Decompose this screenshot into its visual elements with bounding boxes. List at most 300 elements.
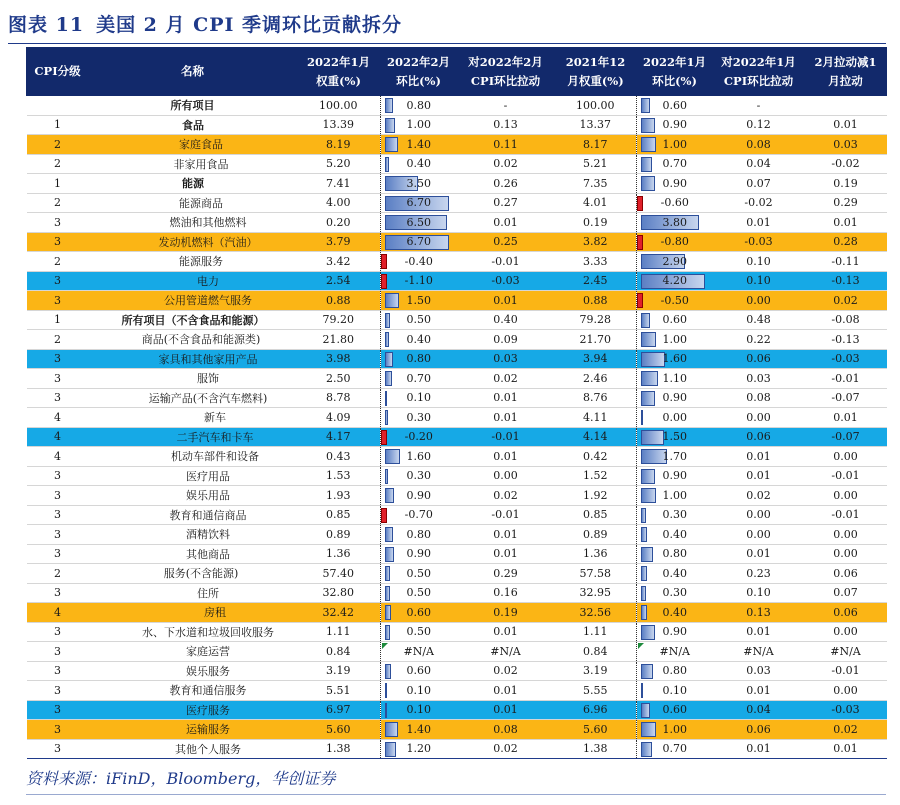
weight-jan-cell: 5.51 (297, 681, 381, 701)
table-row (27, 369, 887, 389)
error-indicator (382, 643, 388, 649)
positive-data-bar (641, 742, 652, 757)
positive-data-bar (385, 98, 393, 113)
figure-title-text: 美国 2 月 CPI 季调环比贡献拆分 (96, 14, 403, 36)
contribution-feb-cell: 0.01 (457, 213, 555, 233)
weight-dec-cell: 4.01 (555, 193, 637, 213)
table-row (27, 232, 887, 252)
mom-jan-cell (637, 349, 713, 369)
cell-value: 0.60 (662, 98, 687, 112)
contribution-diff-cell: -0.13 (805, 271, 887, 291)
contribution-jan-cell: 0.48 (713, 310, 805, 330)
weight-jan-cell: 8.78 (297, 388, 381, 408)
item-name-cell: 其他商品 (89, 544, 297, 564)
cpi-level-cell (27, 96, 89, 116)
table-row (27, 681, 887, 701)
contribution-feb-cell: 0.02 (457, 661, 555, 681)
table-row (27, 739, 887, 759)
cell-value: 0.80 (662, 664, 687, 678)
table-row (27, 720, 887, 740)
mom-jan-cell (637, 135, 713, 155)
cell-value: 0.90 (662, 176, 687, 190)
mom-jan-cell (637, 193, 713, 213)
contribution-feb-cell: 0.19 (457, 603, 555, 623)
cpi-level-cell: 3 (27, 349, 89, 369)
mom-feb-cell (381, 642, 457, 662)
contribution-feb-cell: 0.02 (457, 486, 555, 506)
weight-dec-cell: 1.36 (555, 544, 637, 564)
column-header: 对2022年2月 CPI环比拉动 (457, 48, 555, 96)
contribution-jan-cell: 0.02 (713, 486, 805, 506)
mom-jan-cell (637, 252, 713, 272)
item-name-cell: 所有项目 (89, 96, 297, 116)
table-row (27, 466, 887, 486)
mom-feb-cell (381, 544, 457, 564)
cell-value: 2.90 (662, 254, 687, 268)
contribution-feb-cell: - (457, 96, 555, 116)
item-name-cell: 服饰 (89, 369, 297, 389)
cpi-level-cell: 3 (27, 583, 89, 603)
cell-value: 4.20 (662, 274, 687, 288)
cell-value: #N/A (659, 644, 690, 658)
negative-data-bar (381, 274, 387, 289)
contribution-diff-cell: 0.00 (805, 681, 887, 701)
weight-dec-cell: 1.92 (555, 486, 637, 506)
weight-dec-cell: 0.88 (555, 291, 637, 311)
cell-value: 1.60 (662, 352, 687, 366)
cpi-level-cell: 2 (27, 193, 89, 213)
positive-data-bar (641, 410, 643, 425)
positive-data-bar (385, 586, 390, 601)
item-name-cell: 所有项目（不含食品和能源） (89, 310, 297, 330)
cell-value: 0.90 (662, 391, 687, 405)
contribution-jan-cell: 0.13 (713, 603, 805, 623)
cpi-contribution-table (26, 47, 887, 759)
cell-value: -0.50 (660, 293, 689, 307)
item-name-cell: 家庭食品 (89, 135, 297, 155)
negative-data-bar (381, 430, 387, 445)
contribution-feb-cell: 0.00 (457, 466, 555, 486)
mom-feb-cell (381, 154, 457, 174)
table-row (27, 427, 887, 447)
positive-data-bar (641, 332, 656, 347)
mom-jan-cell (637, 466, 713, 486)
table-row (27, 486, 887, 506)
cell-value: 0.70 (406, 371, 431, 385)
contribution-feb-cell: 0.01 (457, 681, 555, 701)
cell-value: 0.70 (662, 742, 687, 756)
cell-value: -0.70 (404, 508, 433, 522)
figure-label: 图表 11 (8, 14, 85, 36)
item-name-cell: 娱乐服务 (89, 661, 297, 681)
mom-feb-cell (381, 174, 457, 194)
item-name-cell: 机动车部件和设备 (89, 447, 297, 467)
positive-data-bar (385, 722, 398, 737)
cpi-level-cell: 2 (27, 154, 89, 174)
cpi-level-cell: 3 (27, 642, 89, 662)
contribution-diff-cell: -0.07 (805, 427, 887, 447)
contribution-jan-cell: 0.12 (713, 115, 805, 135)
weight-dec-cell: 0.84 (555, 642, 637, 662)
weight-jan-cell: 3.79 (297, 232, 381, 252)
contribution-feb-cell: 0.09 (457, 330, 555, 350)
item-name-cell: 运输服务 (89, 720, 297, 740)
contribution-diff-cell: -0.11 (805, 252, 887, 272)
cpi-level-cell: 3 (27, 369, 89, 389)
mom-feb-cell (381, 213, 457, 233)
item-name-cell: 其他个人服务 (89, 739, 297, 759)
contribution-diff-cell: 0.01 (805, 115, 887, 135)
contribution-feb-cell: 0.01 (457, 408, 555, 428)
contribution-feb-cell: 0.01 (457, 447, 555, 467)
cell-value: 1.00 (662, 488, 687, 502)
cell-value: 1.00 (662, 722, 687, 736)
mom-feb-cell (381, 232, 457, 252)
cpi-level-cell: 3 (27, 739, 89, 759)
cpi-level-cell: 3 (27, 720, 89, 740)
weight-dec-cell: 5.21 (555, 154, 637, 174)
contribution-diff-cell: 0.07 (805, 583, 887, 603)
source-note: 资料来源：iFinD，Bloomberg，华创证券 (26, 769, 336, 788)
contribution-feb-cell: 0.01 (457, 544, 555, 564)
contribution-diff-cell: #N/A (805, 642, 887, 662)
mom-jan-cell (637, 408, 713, 428)
weight-dec-cell: 0.85 (555, 505, 637, 525)
mom-feb-cell (381, 330, 457, 350)
mom-jan-cell (637, 642, 713, 662)
weight-jan-cell: 1.11 (297, 622, 381, 642)
positive-data-bar (385, 391, 387, 406)
item-name-cell: 发动机燃料（汽油） (89, 232, 297, 252)
contribution-jan-cell: 0.01 (713, 622, 805, 642)
cell-value: 0.90 (406, 547, 431, 561)
contribution-diff-cell: 0.00 (805, 525, 887, 545)
contribution-diff-cell: 0.01 (805, 408, 887, 428)
cell-value: 1.00 (662, 137, 687, 151)
weight-jan-cell: 57.40 (297, 564, 381, 584)
cell-value: 1.10 (662, 371, 687, 385)
contribution-jan-cell: 0.10 (713, 271, 805, 291)
mom-feb-cell (381, 466, 457, 486)
item-name-cell: 公用管道燃气服务 (89, 291, 297, 311)
positive-data-bar (385, 469, 388, 484)
table-row (27, 505, 887, 525)
positive-data-bar (641, 352, 665, 367)
contribution-jan-cell: 0.01 (713, 466, 805, 486)
mom-jan-cell (637, 505, 713, 525)
cell-value: 0.70 (662, 157, 687, 171)
weight-dec-cell: 0.89 (555, 525, 637, 545)
weight-jan-cell: 6.97 (297, 700, 381, 720)
source-rule (26, 794, 886, 795)
weight-jan-cell: 2.50 (297, 369, 381, 389)
cell-value: 0.80 (406, 352, 431, 366)
column-header: 对2022年1月 CPI环比拉动 (713, 48, 805, 96)
mom-feb-cell (381, 135, 457, 155)
table-row (27, 661, 887, 681)
contribution-jan-cell: 0.00 (713, 291, 805, 311)
weight-dec-cell: 100.00 (555, 96, 637, 116)
contribution-jan-cell: -0.02 (713, 193, 805, 213)
positive-data-bar (641, 586, 646, 601)
contribution-diff-cell: 0.29 (805, 193, 887, 213)
cell-value: 0.40 (662, 605, 687, 619)
contribution-diff-cell: 0.03 (805, 135, 887, 155)
table-row (27, 525, 887, 545)
weight-jan-cell: 1.38 (297, 739, 381, 759)
weight-dec-cell: 5.55 (555, 681, 637, 701)
weight-dec-cell: 3.19 (555, 661, 637, 681)
item-name-cell: 家庭运营 (89, 642, 297, 662)
contribution-jan-cell: 0.06 (713, 427, 805, 447)
contribution-diff-cell: -0.08 (805, 310, 887, 330)
item-name-cell: 二手汽车和卡车 (89, 427, 297, 447)
cpi-level-cell: 2 (27, 330, 89, 350)
mom-feb-cell (381, 564, 457, 584)
item-name-cell: 运输产品(不含汽车燃料) (89, 388, 297, 408)
item-name-cell: 新车 (89, 408, 297, 428)
cell-value: 0.80 (406, 98, 431, 112)
mom-feb-cell (381, 408, 457, 428)
contribution-feb-cell: -0.01 (457, 505, 555, 525)
cpi-level-cell: 3 (27, 681, 89, 701)
contribution-diff-cell: 0.00 (805, 544, 887, 564)
contribution-diff-cell: -0.07 (805, 388, 887, 408)
contribution-jan-cell: 0.22 (713, 330, 805, 350)
weight-jan-cell: 1.53 (297, 466, 381, 486)
weight-dec-cell: 13.37 (555, 115, 637, 135)
cpi-level-cell: 3 (27, 544, 89, 564)
mom-jan-cell (637, 486, 713, 506)
cell-value: 1.20 (406, 742, 431, 756)
cpi-level-cell: 3 (27, 700, 89, 720)
positive-data-bar (641, 176, 655, 191)
weight-dec-cell: 3.33 (555, 252, 637, 272)
contribution-feb-cell: 0.02 (457, 154, 555, 174)
mom-feb-cell (381, 388, 457, 408)
column-header: 2022年1月 权重(%) (297, 48, 381, 96)
negative-data-bar (381, 508, 387, 523)
item-name-cell: 教育和通信服务 (89, 681, 297, 701)
cell-value: 0.40 (662, 527, 687, 541)
weight-dec-cell: 8.17 (555, 135, 637, 155)
item-name-cell: 医疗服务 (89, 700, 297, 720)
weight-jan-cell: 5.60 (297, 720, 381, 740)
positive-data-bar (385, 703, 387, 718)
contribution-jan-cell: 0.06 (713, 349, 805, 369)
contribution-jan-cell: 0.01 (713, 544, 805, 564)
positive-data-bar (641, 605, 647, 620)
positive-data-bar (385, 625, 390, 640)
item-name-cell: 能源商品 (89, 193, 297, 213)
cell-value: 0.50 (406, 313, 431, 327)
positive-data-bar (385, 605, 391, 620)
mom-jan-cell (637, 681, 713, 701)
contribution-jan-cell: 0.06 (713, 720, 805, 740)
contribution-feb-cell: 0.01 (457, 700, 555, 720)
contribution-jan-cell: 0.01 (713, 213, 805, 233)
cell-value: 0.40 (662, 566, 687, 580)
contribution-jan-cell: 0.04 (713, 700, 805, 720)
cell-value: 1.40 (406, 137, 431, 151)
cell-value: -0.20 (404, 430, 433, 444)
positive-data-bar (385, 371, 392, 386)
weight-dec-cell: 57.58 (555, 564, 637, 584)
mom-jan-cell (637, 271, 713, 291)
table-row (27, 544, 887, 564)
cell-value: 0.10 (406, 703, 431, 717)
contribution-diff-cell: -0.01 (805, 505, 887, 525)
item-name-cell: 电力 (89, 271, 297, 291)
weight-dec-cell: 21.70 (555, 330, 637, 350)
contribution-feb-cell: 0.01 (457, 291, 555, 311)
weight-dec-cell: 0.19 (555, 213, 637, 233)
table-row (27, 388, 887, 408)
mom-feb-cell (381, 193, 457, 213)
cell-value: 0.90 (406, 488, 431, 502)
cell-value: 1.40 (406, 722, 431, 736)
weight-jan-cell: 0.20 (297, 213, 381, 233)
mom-feb-cell (381, 681, 457, 701)
contribution-jan-cell: 0.01 (713, 681, 805, 701)
mom-jan-cell (637, 661, 713, 681)
mom-feb-cell (381, 96, 457, 116)
cpi-level-cell: 3 (27, 388, 89, 408)
title-rule (8, 43, 886, 44)
mom-feb-cell (381, 349, 457, 369)
cell-value: 1.60 (406, 449, 431, 463)
weight-dec-cell: 79.28 (555, 310, 637, 330)
table-row (27, 642, 887, 662)
positive-data-bar (641, 547, 653, 562)
item-name-cell: 能源 (89, 174, 297, 194)
positive-data-bar (641, 157, 652, 172)
positive-data-bar (385, 742, 396, 757)
contribution-diff-cell: -0.03 (805, 700, 887, 720)
weight-dec-cell: 0.42 (555, 447, 637, 467)
weight-dec-cell: 8.76 (555, 388, 637, 408)
contribution-diff-cell: 0.06 (805, 603, 887, 623)
weight-jan-cell: 0.89 (297, 525, 381, 545)
cell-value: -0.80 (660, 235, 689, 249)
contribution-diff-cell: 0.00 (805, 447, 887, 467)
mom-feb-cell (381, 486, 457, 506)
mom-feb-cell (381, 525, 457, 545)
mom-feb-cell (381, 603, 457, 623)
positive-data-bar (385, 664, 391, 679)
weight-dec-cell: 32.56 (555, 603, 637, 623)
weight-jan-cell: 4.17 (297, 427, 381, 447)
positive-data-bar (641, 703, 650, 718)
mom-jan-cell (637, 330, 713, 350)
positive-data-bar (385, 137, 398, 152)
positive-data-bar (641, 488, 656, 503)
cell-value: 0.60 (662, 313, 687, 327)
weight-jan-cell: 4.09 (297, 408, 381, 428)
contribution-jan-cell: 0.03 (713, 369, 805, 389)
cell-value: 6.50 (406, 215, 431, 229)
table-row (27, 310, 887, 330)
positive-data-bar (641, 313, 650, 328)
cell-value: #N/A (403, 644, 434, 658)
contribution-diff-cell: 0.02 (805, 720, 887, 740)
cell-value: 1.50 (662, 430, 687, 444)
cell-value: -0.60 (660, 196, 689, 210)
contribution-feb-cell: -0.01 (457, 427, 555, 447)
contribution-diff-cell: -0.02 (805, 154, 887, 174)
cell-value: 0.50 (406, 625, 431, 639)
contribution-jan-cell: 0.00 (713, 408, 805, 428)
cell-value: 3.80 (662, 215, 687, 229)
contribution-feb-cell: 0.29 (457, 564, 555, 584)
table-row (27, 96, 887, 116)
weight-dec-cell: 4.11 (555, 408, 637, 428)
cell-value: -1.10 (404, 274, 433, 288)
column-header: 名称 (89, 48, 297, 96)
mom-jan-cell (637, 622, 713, 642)
mom-jan-cell (637, 291, 713, 311)
cell-value: 0.60 (406, 605, 431, 619)
positive-data-bar (641, 430, 664, 445)
weight-jan-cell: 13.39 (297, 115, 381, 135)
positive-data-bar (641, 722, 656, 737)
weight-dec-cell: 5.60 (555, 720, 637, 740)
cell-value: 0.50 (406, 586, 431, 600)
positive-data-bar (385, 488, 394, 503)
mom-jan-cell (637, 525, 713, 545)
table-row (27, 700, 887, 720)
negative-data-bar (381, 254, 387, 269)
contribution-feb-cell: -0.03 (457, 271, 555, 291)
table-row (27, 291, 887, 311)
positive-data-bar (385, 410, 388, 425)
cpi-level-cell: 1 (27, 310, 89, 330)
contribution-diff-cell: 0.00 (805, 622, 887, 642)
weight-dec-cell: 32.95 (555, 583, 637, 603)
positive-data-bar (385, 449, 400, 464)
weight-jan-cell: 2.54 (297, 271, 381, 291)
mom-jan-cell (637, 174, 713, 194)
mom-jan-cell (637, 427, 713, 447)
contribution-diff-cell: 0.06 (805, 564, 887, 584)
positive-data-bar (641, 371, 658, 386)
contribution-diff-cell: 0.28 (805, 232, 887, 252)
contribution-jan-cell: 0.10 (713, 583, 805, 603)
weight-dec-cell: 3.82 (555, 232, 637, 252)
mom-feb-cell (381, 661, 457, 681)
weight-dec-cell: 7.35 (555, 174, 637, 194)
table-row (27, 135, 887, 155)
mom-jan-cell (637, 388, 713, 408)
contribution-diff-cell: -0.13 (805, 330, 887, 350)
contribution-jan-cell: - (713, 96, 805, 116)
item-name-cell: 水、下水道和垃圾回收服务 (89, 622, 297, 642)
cpi-level-cell: 1 (27, 174, 89, 194)
weight-dec-cell: 1.11 (555, 622, 637, 642)
mom-feb-cell (381, 115, 457, 135)
positive-data-bar (385, 683, 387, 698)
cell-value: -0.40 (404, 254, 433, 268)
contribution-feb-cell: 0.01 (457, 622, 555, 642)
cell-value: 0.10 (406, 391, 431, 405)
weight-jan-cell: 21.80 (297, 330, 381, 350)
mom-jan-cell (637, 115, 713, 135)
mom-jan-cell (637, 232, 713, 252)
contribution-feb-cell: 0.03 (457, 349, 555, 369)
weight-jan-cell: 32.80 (297, 583, 381, 603)
positive-data-bar (641, 527, 647, 542)
cell-value: 6.70 (406, 196, 431, 210)
